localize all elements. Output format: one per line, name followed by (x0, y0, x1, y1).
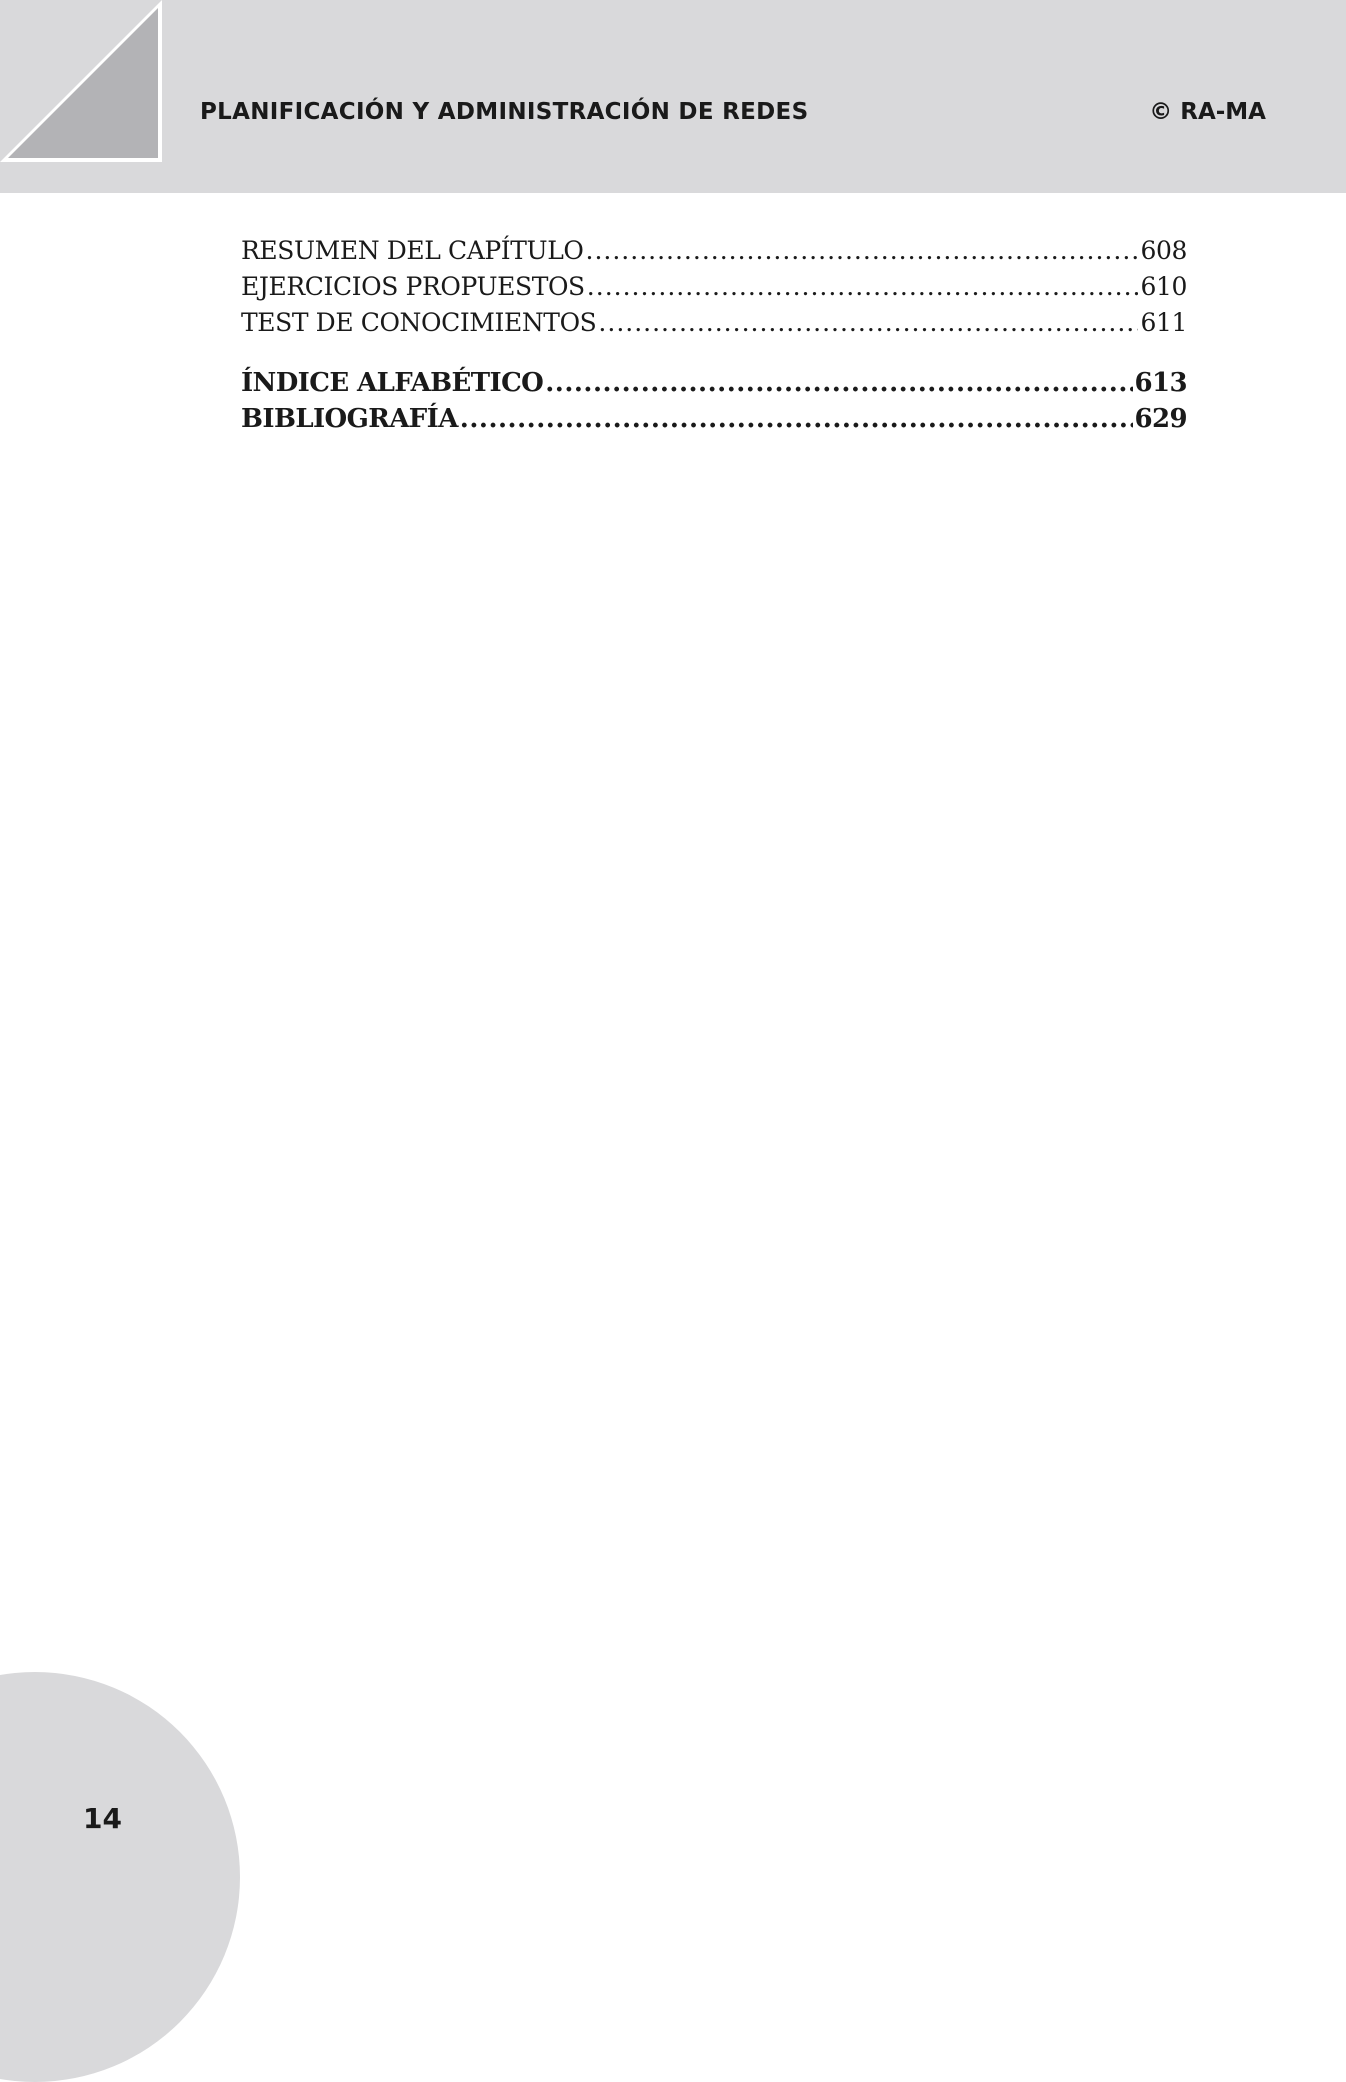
toc-entry-bibliografia[interactable] (241, 401, 1187, 437)
toc-entry-title: TEST DE CONOCIMIENTOS (241, 308, 597, 337)
toc-entry-page: 629 (1134, 404, 1187, 434)
toc-entry-resumen-del-capitulo[interactable] (241, 233, 1187, 269)
page-corner-fold-graphic (0, 0, 166, 166)
footer-circle-graphic (0, 1672, 240, 2082)
header-band (0, 0, 1346, 193)
publisher-copyright: © RA-MA (1149, 99, 1266, 125)
toc-dot-leader (587, 269, 1139, 305)
running-header-title: PLANIFICACIÓN Y ADMINISTRACIÓN DE REDES (200, 99, 809, 125)
table-of-contents (241, 233, 1187, 437)
toc-entry-page: 613 (1134, 368, 1187, 398)
toc-dot-leader (598, 305, 1138, 341)
toc-entry-title: ÍNDICE ALFABÉTICO (241, 368, 544, 398)
toc-entry-page: 610 (1140, 272, 1187, 301)
toc-dot-leader (460, 401, 1133, 437)
toc-dot-leader (586, 233, 1139, 269)
page-number: 14 (83, 1802, 122, 1835)
toc-entry-page: 611 (1140, 308, 1187, 337)
toc-entry-title: BIBLIOGRAFÍA (241, 404, 458, 434)
toc-dot-leader (545, 365, 1132, 401)
toc-entry-ejercicios-propuestos[interactable] (241, 269, 1187, 305)
toc-entry-page: 608 (1140, 236, 1187, 265)
toc-entry-indice-alfabetico[interactable] (241, 365, 1187, 401)
toc-entry-test-de-conocimientos[interactable] (241, 305, 1187, 341)
toc-entry-title: RESUMEN DEL CAPÍTULO (241, 236, 584, 265)
toc-entry-title: EJERCICIOS PROPUESTOS (241, 272, 585, 301)
